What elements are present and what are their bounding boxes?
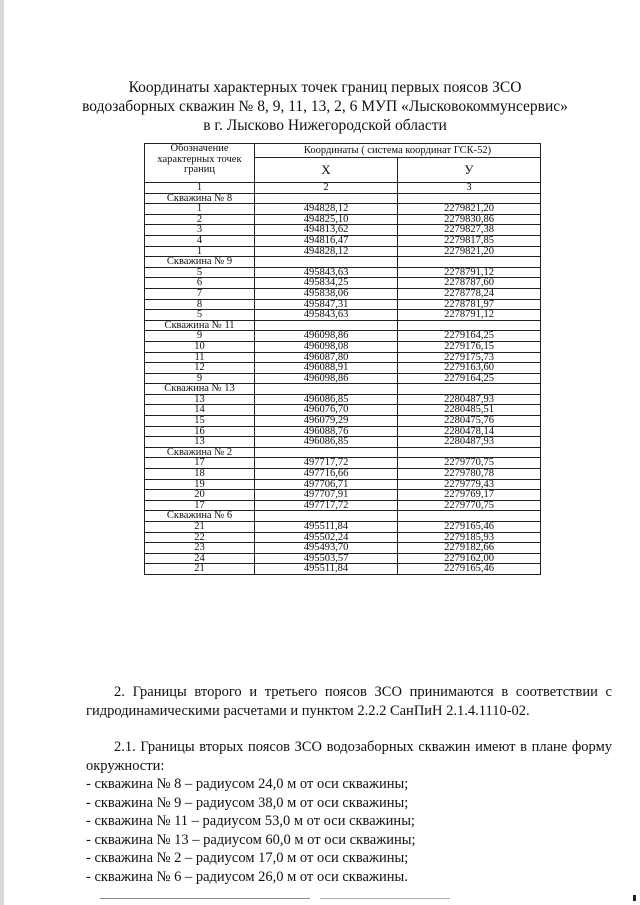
table-row bbox=[145, 363, 541, 374]
column-number: 2 bbox=[255, 183, 398, 194]
point-number: 1 bbox=[145, 204, 255, 215]
coord-y: 2279175,73 bbox=[398, 352, 541, 363]
table-row bbox=[145, 331, 541, 342]
coord-y: 2279779,43 bbox=[398, 479, 541, 490]
table-row bbox=[145, 416, 541, 427]
well-title: Скважина № 2 bbox=[145, 447, 255, 458]
coord-x: 495834,25 bbox=[255, 278, 398, 289]
point-number: 21 bbox=[145, 522, 255, 533]
title-line-2: водозаборных скважин № 8, 9, 11, 13, 2, 6 МУП «Лысковокоммунсервис» bbox=[82, 98, 568, 115]
empty-cell bbox=[255, 193, 398, 204]
point-number: 20 bbox=[145, 490, 255, 501]
list-item: - скважина № 13 – радиусом 60,0 м от оси скважины; bbox=[86, 831, 416, 848]
well-title: Скважина № 11 bbox=[145, 320, 255, 331]
table-row bbox=[145, 246, 541, 257]
header-designation: Обозначение характерных точек границ bbox=[145, 144, 255, 183]
coord-x: 495843,63 bbox=[255, 267, 398, 278]
coord-y: 2280478,14 bbox=[398, 426, 541, 437]
coord-y: 2279176,15 bbox=[398, 341, 541, 352]
point-number: 18 bbox=[145, 469, 255, 480]
footer-rule bbox=[100, 898, 310, 899]
table-row bbox=[145, 437, 541, 448]
coord-y: 2278787,60 bbox=[398, 278, 541, 289]
coord-x: 495843,63 bbox=[255, 310, 398, 321]
point-number: 1 bbox=[145, 246, 255, 257]
point-number: 9 bbox=[145, 373, 255, 384]
coord-x: 495511,84 bbox=[255, 564, 398, 575]
table-row bbox=[145, 204, 541, 215]
table-row bbox=[145, 310, 541, 321]
coord-x: 494816,47 bbox=[255, 235, 398, 246]
table-row bbox=[145, 458, 541, 469]
empty-cell bbox=[398, 447, 541, 458]
footer-rule-2 bbox=[320, 898, 450, 899]
coord-y: 2280487,93 bbox=[398, 437, 541, 448]
coordinates-table bbox=[144, 143, 541, 575]
coord-x: 497717,72 bbox=[255, 458, 398, 469]
point-number: 15 bbox=[145, 416, 255, 427]
coord-x: 496088,91 bbox=[255, 363, 398, 374]
coord-y: 2279164,25 bbox=[398, 331, 541, 342]
table-body bbox=[145, 183, 541, 575]
column-number: 1 bbox=[145, 183, 255, 194]
point-number: 19 bbox=[145, 479, 255, 490]
header-x: Х bbox=[255, 158, 398, 183]
coord-y: 2278791,12 bbox=[398, 267, 541, 278]
empty-cell bbox=[255, 320, 398, 331]
table-row bbox=[145, 235, 541, 246]
coord-y: 2280475,76 bbox=[398, 416, 541, 427]
point-number: 14 bbox=[145, 405, 255, 416]
header-coordinates: Координаты ( система координат ГСК-52) bbox=[255, 144, 541, 158]
paragraph-2 bbox=[86, 683, 612, 720]
coord-y: 2279827,38 bbox=[398, 225, 541, 236]
point-number: 17 bbox=[145, 458, 255, 469]
empty-cell bbox=[398, 193, 541, 204]
well-title: Скважина № 6 bbox=[145, 511, 255, 522]
well-title: Скважина № 13 bbox=[145, 384, 255, 395]
coord-y: 2278791,12 bbox=[398, 310, 541, 321]
point-number: 12 bbox=[145, 363, 255, 374]
point-number: 5 bbox=[145, 310, 255, 321]
coord-y: 2279165,46 bbox=[398, 564, 541, 575]
point-number: 13 bbox=[145, 437, 255, 448]
empty-cell bbox=[255, 257, 398, 268]
coord-y: 2279164,25 bbox=[398, 373, 541, 384]
table-row bbox=[145, 214, 541, 225]
title-line-3: в г. Лысково Нижегородской области bbox=[203, 117, 447, 134]
well-title-row bbox=[145, 447, 541, 458]
radius-list bbox=[86, 775, 612, 886]
point-number: 10 bbox=[145, 341, 255, 352]
paragraph-2-1 bbox=[86, 738, 612, 886]
paragraph-2-text: 2. Границы второго и третьего поясов ЗСО принимаются в соответствии с гидродинамическими расчетами и пунктом 2.2.2 СанПиН 2.1.4.1110-02. bbox=[86, 684, 612, 719]
title-line-1: Координаты характерных точек границ первых поясов ЗСО bbox=[128, 79, 522, 96]
table-row bbox=[145, 469, 541, 480]
table-row bbox=[145, 522, 541, 533]
coord-x: 496086,85 bbox=[255, 437, 398, 448]
table-row bbox=[145, 479, 541, 490]
empty-cell bbox=[255, 447, 398, 458]
coord-x: 496098,08 bbox=[255, 341, 398, 352]
well-title-row bbox=[145, 384, 541, 395]
coord-x: 497716,66 bbox=[255, 469, 398, 480]
well-title-row bbox=[145, 257, 541, 268]
coord-x: 495493,70 bbox=[255, 543, 398, 554]
coord-y: 2279780,78 bbox=[398, 469, 541, 480]
well-title-row bbox=[145, 320, 541, 331]
empty-cell bbox=[255, 511, 398, 522]
well-title: Скважина № 8 bbox=[145, 193, 255, 204]
point-number: 8 bbox=[145, 299, 255, 310]
coord-x: 496088,76 bbox=[255, 426, 398, 437]
empty-cell bbox=[398, 511, 541, 522]
table-row bbox=[145, 299, 541, 310]
coord-y: 2279770,75 bbox=[398, 500, 541, 511]
corner-mark bbox=[633, 895, 636, 901]
coord-y: 2278778,24 bbox=[398, 288, 541, 299]
coord-y: 2279165,46 bbox=[398, 522, 541, 533]
column-number: 3 bbox=[398, 183, 541, 194]
empty-cell bbox=[398, 384, 541, 395]
list-item: - скважина № 9 – радиусом 38,0 м от оси скважины; bbox=[86, 794, 409, 811]
coord-x: 496087,80 bbox=[255, 352, 398, 363]
coord-y: 2278781,97 bbox=[398, 299, 541, 310]
coord-y: 2279817,85 bbox=[398, 235, 541, 246]
list-item: - скважина № 8 – радиусом 24,0 м от оси скважины; bbox=[86, 776, 409, 792]
coord-x: 494813,62 bbox=[255, 225, 398, 236]
well-title-row bbox=[145, 193, 541, 204]
coord-y: 2279163,60 bbox=[398, 363, 541, 374]
point-number: 21 bbox=[145, 564, 255, 575]
table-row bbox=[145, 564, 541, 575]
table-row bbox=[145, 553, 541, 564]
coord-x: 496076,70 bbox=[255, 405, 398, 416]
coord-x: 496086,85 bbox=[255, 394, 398, 405]
point-number: 13 bbox=[145, 394, 255, 405]
well-title: Скважина № 9 bbox=[145, 257, 255, 268]
point-number: 17 bbox=[145, 500, 255, 511]
coord-x: 494825,10 bbox=[255, 214, 398, 225]
coord-x: 496098,86 bbox=[255, 331, 398, 342]
table-row bbox=[145, 543, 541, 554]
table-row bbox=[145, 341, 541, 352]
point-number: 23 bbox=[145, 543, 255, 554]
list-item: - скважина № 2 – радиусом 17,0 м от оси скважины; bbox=[86, 850, 409, 866]
list-item: - скважина № 6 – радиусом 26,0 м от оси скважины. bbox=[86, 868, 408, 885]
well-title-row bbox=[145, 511, 541, 522]
point-number: 3 bbox=[145, 225, 255, 236]
coord-y: 2279821,20 bbox=[398, 204, 541, 215]
document-title bbox=[60, 78, 590, 135]
coord-y: 2279185,93 bbox=[398, 532, 541, 543]
list-item: - скважина № 11 – радиусом 53,0 м от оси скважины; bbox=[86, 813, 415, 829]
column-number-row bbox=[145, 183, 541, 194]
table-row bbox=[145, 490, 541, 501]
table-row bbox=[145, 426, 541, 437]
table-row bbox=[145, 373, 541, 384]
header-y: У bbox=[398, 158, 541, 183]
point-number: 9 bbox=[145, 331, 255, 342]
coord-x: 497706,71 bbox=[255, 479, 398, 490]
table-row bbox=[145, 500, 541, 511]
point-number: 5 bbox=[145, 267, 255, 278]
table-row bbox=[145, 225, 541, 236]
empty-cell bbox=[398, 320, 541, 331]
coord-y: 2279830,86 bbox=[398, 214, 541, 225]
coord-x: 495502,24 bbox=[255, 532, 398, 543]
table-row bbox=[145, 288, 541, 299]
paragraph-2-1-intro: 2.1. Границы вторых поясов ЗСО водозаборных скважин имеют в плане форму окружности: bbox=[86, 739, 612, 774]
page-edge bbox=[0, 0, 4, 905]
coord-y: 2279770,75 bbox=[398, 458, 541, 469]
table-row bbox=[145, 532, 541, 543]
coord-y: 2279182,66 bbox=[398, 543, 541, 554]
point-number: 22 bbox=[145, 532, 255, 543]
coord-y: 2279162,00 bbox=[398, 553, 541, 564]
coord-x: 497707,91 bbox=[255, 490, 398, 501]
coord-y: 2279821,20 bbox=[398, 246, 541, 257]
coord-x: 496098,86 bbox=[255, 373, 398, 384]
point-number: 2 bbox=[145, 214, 255, 225]
empty-cell bbox=[398, 257, 541, 268]
table-row bbox=[145, 267, 541, 278]
table-row bbox=[145, 405, 541, 416]
table-row bbox=[145, 394, 541, 405]
coord-x: 496079,29 bbox=[255, 416, 398, 427]
point-number: 4 bbox=[145, 235, 255, 246]
table-row bbox=[145, 352, 541, 363]
coord-x: 497717,72 bbox=[255, 500, 398, 511]
empty-cell bbox=[255, 384, 398, 395]
coord-x: 495503,57 bbox=[255, 553, 398, 564]
coord-x: 495838,06 bbox=[255, 288, 398, 299]
point-number: 7 bbox=[145, 288, 255, 299]
point-number: 24 bbox=[145, 553, 255, 564]
coord-y: 2279769,17 bbox=[398, 490, 541, 501]
point-number: 16 bbox=[145, 426, 255, 437]
coord-x: 494828,12 bbox=[255, 204, 398, 215]
coord-x: 495511,84 bbox=[255, 522, 398, 533]
point-number: 11 bbox=[145, 352, 255, 363]
coord-y: 2280487,93 bbox=[398, 394, 541, 405]
coord-x: 495847,31 bbox=[255, 299, 398, 310]
coord-y: 2280485,51 bbox=[398, 405, 541, 416]
point-number: 6 bbox=[145, 278, 255, 289]
coord-x: 494828,12 bbox=[255, 246, 398, 257]
table-row bbox=[145, 278, 541, 289]
